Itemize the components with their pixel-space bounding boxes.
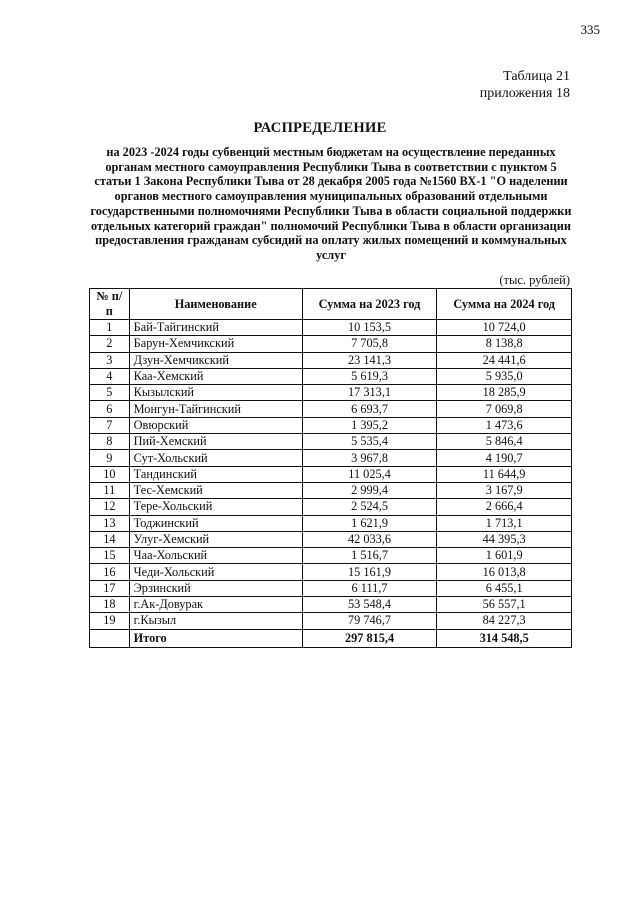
row-sum-2024: 1 601,9 [437, 548, 572, 564]
table-row [90, 499, 572, 515]
header-name: Наименование [129, 289, 302, 320]
row-sum-2023: 42 033,6 [302, 531, 437, 547]
row-sum-2024: 24 441,6 [437, 352, 572, 368]
row-sum-2023: 3 967,8 [302, 450, 437, 466]
distribution-table [89, 288, 572, 648]
row-sum-2023: 11 025,4 [302, 466, 437, 482]
table-row [90, 417, 572, 433]
page-number: 335 [580, 22, 600, 37]
row-number: 2 [90, 336, 130, 352]
document-title: РАСПРЕДЕЛЕНИЕ [253, 120, 387, 136]
row-sum-2023: 79 746,7 [302, 613, 437, 629]
table-row [90, 613, 572, 629]
row-number: 11 [90, 482, 130, 498]
row-sum-2023: 1 621,9 [302, 515, 437, 531]
row-sum-2024: 1 473,6 [437, 417, 572, 433]
table-row [90, 564, 572, 580]
row-number: 9 [90, 450, 130, 466]
total-label: Итого [129, 629, 302, 647]
table-total-row [90, 629, 572, 647]
row-name: Тандинский [129, 466, 302, 482]
row-number: 10 [90, 466, 130, 482]
row-name: Овюрский [129, 417, 302, 433]
row-sum-2024: 5 935,0 [437, 368, 572, 384]
row-name: Чеди-Хольский [129, 564, 302, 580]
row-sum-2024: 4 190,7 [437, 450, 572, 466]
table-row [90, 450, 572, 466]
table-row [90, 531, 572, 547]
row-name: Дзун-Хемчикский [129, 352, 302, 368]
table-reference [400, 68, 570, 102]
header-number: № п/п [90, 289, 130, 320]
table-row [90, 466, 572, 482]
row-name: г.Ак-Довурак [129, 597, 302, 613]
row-number: 16 [90, 564, 130, 580]
table-row [90, 434, 572, 450]
total-sum-2023: 297 815,4 [302, 629, 437, 647]
row-name: Монгун-Тайгинский [129, 401, 302, 417]
row-name: г.Кызыл [129, 613, 302, 629]
row-sum-2023: 6 111,7 [302, 580, 437, 596]
row-sum-2023: 15 161,9 [302, 564, 437, 580]
row-number: 17 [90, 580, 130, 596]
table-reference-line-2: приложения 18 [479, 86, 570, 101]
table-row [90, 352, 572, 368]
row-sum-2023: 1 395,2 [302, 417, 437, 433]
row-sum-2024: 11 644,9 [437, 466, 572, 482]
row-sum-2024: 1 713,1 [437, 515, 572, 531]
row-sum-2024: 84 227,3 [437, 613, 572, 629]
row-sum-2024: 16 013,8 [437, 564, 572, 580]
table-row [90, 515, 572, 531]
row-number: 7 [90, 417, 130, 433]
row-sum-2023: 6 693,7 [302, 401, 437, 417]
row-sum-2023: 10 153,5 [302, 320, 437, 336]
table-body [90, 320, 572, 648]
row-sum-2024: 3 167,9 [437, 482, 572, 498]
table-row [90, 336, 572, 352]
table-row [90, 401, 572, 417]
row-sum-2024: 2 666,4 [437, 499, 572, 515]
row-sum-2024: 18 285,9 [437, 385, 572, 401]
document-subtitle: на 2023 -2024 годы субвенций местным бюджетам на осуществление переданных органам местного самоуправления Республики Тыва в соответствии с пунктом 5 статьи 1 Закона Республики Тыва от 28 декабря 2005 года №1560 ВХ-1 "О наделении органов местного самоуправления муниципальных образований отдельными государственными полномочиями Республики Тыва в области социальной поддержки отдельных категорий граждан" полномочий Республики Тыва в области организации предоставления гражданам субсидий на оплату жилых помещений и коммунальных услуг [90, 145, 572, 262]
row-sum-2023: 7 705,8 [302, 336, 437, 352]
table-row [90, 368, 572, 384]
table-header-row [90, 289, 572, 320]
row-name: Улуг-Хемский [129, 531, 302, 547]
row-number: 8 [90, 434, 130, 450]
table-row [90, 548, 572, 564]
row-sum-2023: 2 999,4 [302, 482, 437, 498]
row-name: Пий-Хемский [129, 434, 302, 450]
row-name: Барун-Хемчикский [129, 336, 302, 352]
row-number: 5 [90, 385, 130, 401]
row-number: 13 [90, 515, 130, 531]
row-sum-2024: 7 069,8 [437, 401, 572, 417]
row-number: 1 [90, 320, 130, 336]
table-row [90, 320, 572, 336]
row-sum-2023: 5 619,3 [302, 368, 437, 384]
row-number: 4 [90, 368, 130, 384]
row-sum-2023: 23 141,3 [302, 352, 437, 368]
row-sum-2024: 5 846,4 [437, 434, 572, 450]
row-name: Бай-Тайгинский [129, 320, 302, 336]
row-name: Тес-Хемский [129, 482, 302, 498]
row-sum-2024: 44 395,3 [437, 531, 572, 547]
table-row [90, 580, 572, 596]
row-sum-2023: 2 524,5 [302, 499, 437, 515]
table-row [90, 597, 572, 613]
total-number [90, 629, 130, 647]
row-sum-2023: 5 535,4 [302, 434, 437, 450]
row-number: 18 [90, 597, 130, 613]
row-number: 12 [90, 499, 130, 515]
row-sum-2024: 10 724,0 [437, 320, 572, 336]
table-row [90, 482, 572, 498]
row-number: 14 [90, 531, 130, 547]
row-name: Чаа-Хольский [129, 548, 302, 564]
row-sum-2024: 6 455,1 [437, 580, 572, 596]
header-sum-2023: Сумма на 2023 год [302, 289, 437, 320]
row-name: Сут-Хольский [129, 450, 302, 466]
total-sum-2024: 314 548,5 [437, 629, 572, 647]
row-name: Тере-Хольский [129, 499, 302, 515]
row-number: 15 [90, 548, 130, 564]
units-note: (тыс. рублей) [499, 273, 570, 287]
row-sum-2023: 53 548,4 [302, 597, 437, 613]
row-name: Эрзинский [129, 580, 302, 596]
row-number: 3 [90, 352, 130, 368]
header-sum-2024: Сумма на 2024 год [437, 289, 572, 320]
row-number: 19 [90, 613, 130, 629]
row-name: Каа-Хемский [129, 368, 302, 384]
row-sum-2023: 17 313,1 [302, 385, 437, 401]
table-row [90, 385, 572, 401]
row-number: 6 [90, 401, 130, 417]
row-sum-2023: 1 516,7 [302, 548, 437, 564]
row-name: Кызылский [129, 385, 302, 401]
row-sum-2024: 56 557,1 [437, 597, 572, 613]
table-reference-line-1: Таблица 21 [503, 69, 570, 84]
row-name: Тоджинский [129, 515, 302, 531]
row-sum-2024: 8 138,8 [437, 336, 572, 352]
